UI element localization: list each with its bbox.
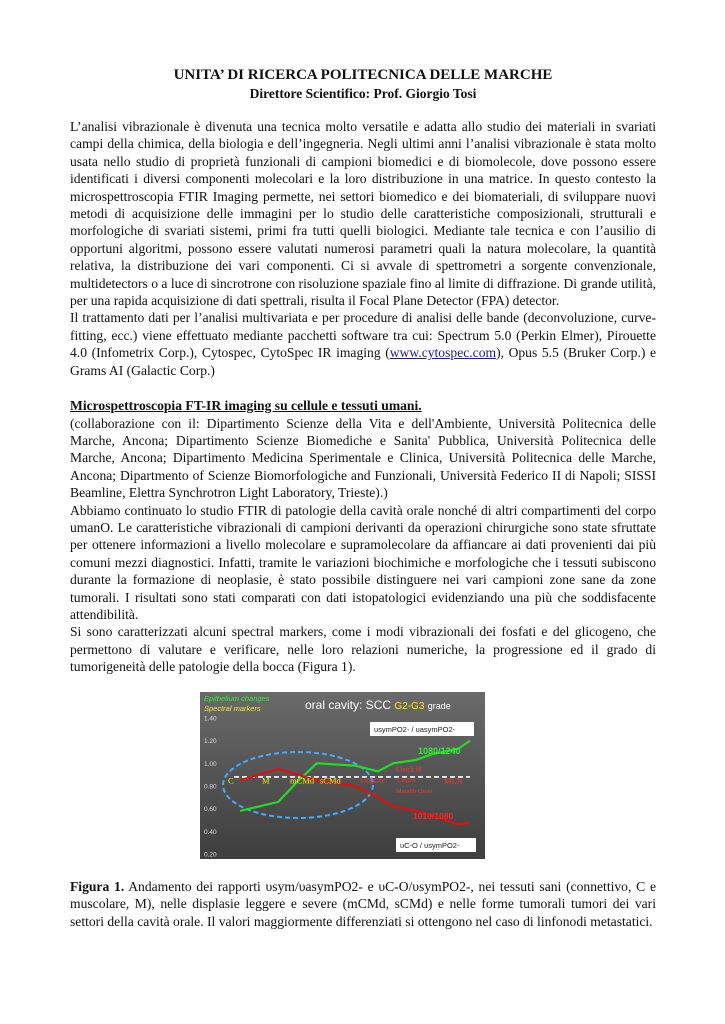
y-tick-label: 0.40	[204, 828, 217, 836]
page-subtitle: Direttore Scientifico: Prof. Giorgio Tosi	[249, 86, 477, 101]
ratio-label-1010-1080: 1010/1080	[413, 811, 454, 821]
legend-ratio-1: υsymPO2- / υasymPO2-	[374, 725, 456, 734]
category-label-check-m: Check M	[396, 765, 422, 774]
category-label-m: M	[262, 775, 270, 786]
intro-p2-text-a: Il trattamento dati per l’analisi multivariata e per procedure di analisi delle bande (deconvoluzione, curve-fitting, ecc.) viene effettuato mediante pacchetti software tra cui: Spectrum 5.0 (Perkin Elmer), Pirouette 4.0 (Infometrix Corp.), Cytospec, CytoSpec IR imaging (	[70, 310, 656, 361]
category-label-scmd: sCMd	[320, 775, 341, 786]
ratio-label-1080-1240: 1080/1240	[418, 746, 461, 756]
chart-title-main: oral cavity: SCC	[305, 698, 392, 712]
spectral-markers-label: Spectral markers	[204, 704, 261, 713]
category-label-mln: MLN	[444, 775, 463, 786]
category-label-mcmd: mCMd	[290, 775, 315, 786]
figure-caption-label: Figura 1.	[70, 879, 125, 894]
legend-ratio-2: υC-O / υsymPO2-	[400, 841, 460, 850]
y-tick-label: 1.40	[204, 715, 217, 723]
category-label-lingua: Lingua	[397, 776, 416, 784]
epithelium-label: Epithelium changes	[204, 694, 270, 703]
intro-paragraph-2	[70, 309, 656, 379]
page-body	[70, 66, 656, 676]
intro-p2-text-b: ), Opus 5.5 (Bruker Corp.) e Grams AI (Galactic Corp.)	[70, 345, 656, 378]
figure-chart	[200, 692, 485, 859]
y-tick-label: 0.60	[204, 806, 217, 814]
y-tick-label: 0.80	[204, 783, 217, 791]
category-label-linguale: Linguale	[360, 776, 385, 785]
chart-title-grade: G2-G3	[394, 701, 425, 712]
collaboration-paragraph: (collaborazione con il: Dipartimento Scienze della Vita e dell'Ambiente, Università Politecnica delle Marche, Ancona; Dipartimento Scienze Biomediche e Sanita' Pubblica, Università Politecnica delle Marche, Ancona; Dipartimento Medicina Sperimentale e Clinica, Università Politecnica delle Marche, Ancona; Dipartmento of Scienze Biomorfologiche and Funzionali, Università Federico II di Napoli; SISSI Beamline, Elettra Synchrotron Light Laboratory, Trieste).)	[70, 415, 656, 501]
intro-paragraph-1: L’analisi vibrazionale è divenuta una tecnica molto versatile e adatta allo studio dei materiali in svariati campi della chimica, della biologia e dell’ingegneria. Negli ultimi anni l’analisi vibrazionale è stata molto usata nello studio di proprietà funzionali di campioni biomedici e di biomolecole, dove possono essere identificati i diversi componenti molecolari e la loro distribuzione in una matrice. In questo contesto la microspettroscopia FTIR Imaging permette, nei settori biomedico e dei biomateriali, di sviluppare nuovi metodi di acquisizione delle immagini per lo studio delle caratteristiche composizionali, strutturali e morfologiche di svariati sistemi, primi fra tutti quelli biologici. Mediante tale tecnica e con l’ausilio di opportuni algoritmi, possono essere valutati numerosi parametri quali la natura molecolare, la quantità relativa, la distribuzione dei vari componenti. Ci si avvale di spettrometri a sorgente convenzionale, multidetectors o a luce di sincrotrone con risoluzione spaziale fino al limite di diffrazione. Di grande utilità, per una rapida acquisizione di dati spettrali, risulta il Focal Plane Detector (FPA) detector.	[70, 119, 656, 309]
cytospec-link[interactable]: www.cytospec.com	[389, 345, 497, 361]
study-paragraph: Abbiamo continuato lo studio FTIR di patologie della cavità orale nonché di altri compartimenti del corpo umanO. Le caratteristiche vibrazionali di campioni derivanti da operazioni chirurgiche sono state sfruttate per ottenere informazioni a livello molecolare e supramolecolare da affiancare ai dati provenienti dai più comuni mezzi diagnostici. Infatti, tramite le variazioni biochimiche e morfologiche che i tessuti subiscono durante la formazione di neoplasie, è stato possibile distinguere nei vari campioni zone sane da zone tumorali. I risultati sono stati comparati con dati istopatologici evidenziando una più che soddisfacente attendibilità.	[70, 502, 656, 622]
chart-svg	[200, 692, 485, 859]
figure-caption-text: Andamento dei rapporti υsym/υasymPO2- e υC-O/υsymPO2-, nei tessuti sani (connettivo, C e muscolare, M), nelle displasie leggere e severe (mCMd, sCMd) e nelle forme tumorali tumori dei vari settori della cavità orale. Il valori maggiormente differenziati si ottengono nel caso di linfonodi metastatici.	[70, 879, 656, 929]
category-label-mandib: Mandib Ossei	[396, 787, 433, 795]
figure-caption	[70, 878, 656, 930]
markers-paragraph: Si sono caratterizzati alcuni spectral markers, come i modi vibrazionali dei fosfati e del glicogeno, che permettono di valutare e verificare, nelle loro relazioni numeriche, la progressione ed il grado di tumorigeneità delle patologie della bocca (Figura 1).	[70, 624, 656, 675]
chart-title-suffix: grade	[427, 701, 451, 711]
section-heading: Microspettroscopia FT-IR imaging su cellule e tessuti umani.	[70, 398, 422, 414]
y-tick-label: 1.20	[204, 738, 217, 746]
chart-background	[200, 692, 485, 859]
category-label-c: C	[228, 775, 234, 786]
chart-title	[305, 698, 451, 712]
y-tick-label: 1.00	[204, 760, 217, 768]
page-title: UNITA’ DI RICERCA POLITECNICA DELLE MARCHE	[173, 67, 553, 83]
y-tick-label: 0.20	[204, 851, 217, 859]
